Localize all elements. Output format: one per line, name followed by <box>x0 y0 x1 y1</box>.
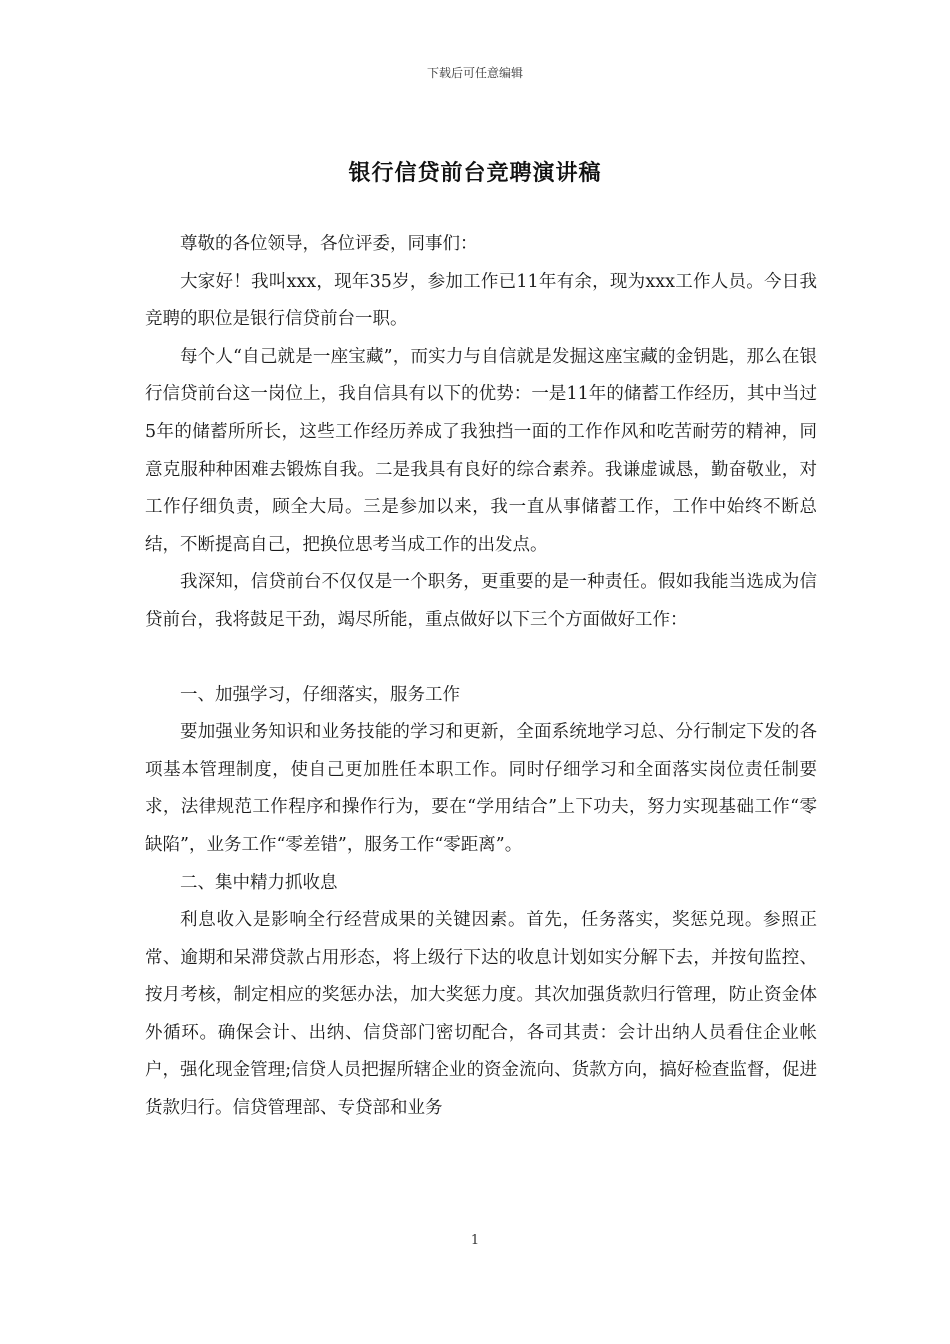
header-note: 下载后可任意编辑 <box>426 66 523 80</box>
page-number: 1 <box>470 1233 480 1248</box>
salutation-paragraph: 尊敬的各位领导，各位评委，同事们： <box>180 234 478 254</box>
document-body <box>145 226 817 1128</box>
commitment-paragraph: 我深知，信贷前台不仅仅是一个职务，更重要的是一种责任。假如我能当选成为信贷前台，我将鼓足干劲，竭尽所能，重点做好以下三个方面做好工作： <box>145 572 817 630</box>
introduction-paragraph: 大家好！我叫xxx，现年35岁，参加工作已11年有余，现为xxx工作人员。今日我竞聘的职位是银行信贷前台一职。 <box>145 271 817 330</box>
strengths-paragraph: 每个人“自己就是一座宝藏”，而实力与自信就是发掘这座宝藏的金钥匙，那么在银行信贷前台这一岗位上，我自信具有以下的优势：一是11年的储蓄工作经历，其中当过5年的储蓄所所长，这些工作经历养成了我独挡一面的工作作风和吃苦耐劳的精神，同意克服种种困难去锻炼自我。二是我具有良好的综合素养。我谦虚诚恳，勤奋敬业，对工作仔细负责，顾全大局。三是参加以来，我一直从事储蓄工作，工作中始终不断总结，不断提高自己，把换位思考当成工作的出发点。 <box>145 346 817 555</box>
section-body-2: 利息收入是影响全行经营成果的关键因素。首先，任务落实，奖惩兑现。参照正常、逾期和呆滞贷款占用形态，将上级行下达的收息计划如实分解下去，并按旬监控、按月考核，制定相应的奖惩办法，加大奖惩力度。其次加强货款归行管理，防止资金体外循环。确保会计、出纳、信贷部门密切配合，各司其责：会计出纳人员看住企业帐户，强化现金管理;信贷人员把握所辖企业的资金流向、货款方向，搞好检查监督，促进货款归行。信贷管理部、专贷部和业务 <box>145 910 817 1119</box>
document-title: 银行信贷前台竞聘演讲稿 <box>348 160 602 186</box>
section-heading-1: 一、加强学习，仔细落实，服务工作 <box>180 684 460 705</box>
section-body-1: 要加强业务知识和业务技能的学习和更新，全面系统地学习总、分行制定下发的各项基本管理制度，使自己更加胜任本职工作。同时仔细学习和全面落实岗位责任制要求，法律规范工作程序和操作行为，要在“学用结合”上下功夫，努力实现基础工作“零缺陷”，业务工作“零差错”，服务工作“零距离”。 <box>145 722 817 855</box>
section-heading-2: 二、集中精力抓收息 <box>180 872 338 893</box>
